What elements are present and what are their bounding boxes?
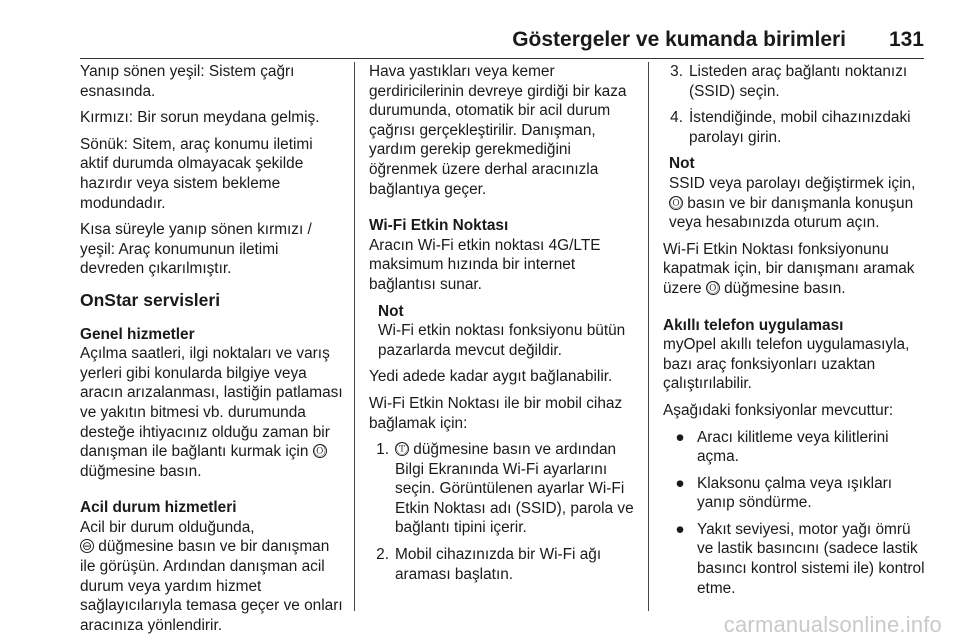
list-item: ● Klaksonu çalma veya ışıkları yanıp söndürme. (663, 474, 931, 513)
steps-list (369, 440, 635, 584)
paragraph: Acil bir durum olduğunda, ⊖ düğmesine basın ve bir danışman ile görüşün. Ardından danışman acil durum veya yardım hizmet sağlayıcılarıyla temasa geçer ve onları aracınıza yönlendirir. (80, 518, 343, 634)
onstar-button-icon: Ⓞ (706, 280, 719, 295)
subsection-heading: Akıllı telefon uygulaması (663, 316, 844, 334)
paragraph: Sönük: Sitem, araç konumu iletimi aktif durumda olmayacak şekilde hazırdır veya sistem bekleme modundadır. (80, 135, 313, 212)
steps-list (663, 62, 931, 147)
subsection-heading: Genel hizmetler (80, 325, 195, 343)
bullet-icon: ● (675, 428, 685, 446)
chapter-title: Göstergeler ve kumanda birimleri (512, 28, 846, 51)
service-button-icon: Ⓣ (396, 442, 409, 457)
note-text: SSID veya parolayı değiştirmek için, Ⓞ basın ve bir danışmanla konuşun veya hesabınızda oturum açın. (669, 174, 916, 232)
note-title: Not (669, 155, 695, 173)
column-divider (354, 62, 355, 611)
header-divider (80, 58, 924, 59)
bullet-icon: ● (675, 474, 685, 492)
column-2 (369, 62, 635, 591)
list-item: 4. İstendiğinde, mobil cihazınızdaki parolayı girin. (670, 109, 911, 146)
paragraph: Aracın Wi-Fi etkin noktası 4G/LTE maksimum hızında bir internet bağlantısı sunar. (369, 236, 601, 293)
list-item: ● Aracı kilitleme veya kilitlerini açma. (663, 428, 931, 467)
note-text: Wi-Fi etkin noktası fonksiyonu bütün pazarlarda mevcut değildir. (378, 322, 626, 359)
column-divider (648, 62, 649, 611)
paragraph: Wi-Fi Etkin Noktası ile bir mobil cihaz bağlamak için: (369, 394, 623, 432)
note-box (669, 154, 931, 232)
column-1 (80, 62, 344, 642)
bullet-list (663, 428, 931, 599)
list-item: ● Yakıt seviyesi, motor yağı ömrü ve lastik basıncını (sadece lastik basıncı kontrol sistemi ile) kontrol etme. (663, 520, 931, 598)
paragraph: Aşağıdaki fonksiyonlar mevcuttur: (663, 401, 894, 419)
page-header (80, 24, 924, 58)
paragraph: myOpel akıllı telefon uygulamasıyla, bazı araç fonksiyonları uzaktan çalıştırılabilir. (663, 336, 910, 393)
paragraph: Açılma saatleri, ilgi noktaları ve varış yerleri gibi konularda bilgiye veya aracın arızalanması, lastiğin patlaması ve yakıtın bitmesi vb. durumunda desteğe ihtiyacınız olduğu zaman bir danışman ile bağlantı kurmak için Ⓞ düğmesine basın. (80, 345, 343, 480)
subsection-heading: Wi-Fi Etkin Noktası (369, 217, 509, 235)
note-box (378, 302, 635, 361)
list-item: 1. Ⓣ düğmesine basın ve ardından Bilgi Ekranında Wi-Fi ayarlarını seçin. Görüntülenen ayarlar Wi-Fi Etkin Noktası adı (SSID), parola ve bağlantı tipini içerir. (376, 441, 634, 537)
watermark: carmanualsonline.info (723, 612, 942, 637)
section-heading: OnStar servisleri (80, 289, 221, 310)
column-3 (663, 62, 931, 605)
paragraph: Yanıp sönen yeşil: Sistem çağrı esnasında. (80, 63, 295, 100)
sos-button-icon: ⊖ (81, 539, 93, 554)
page-number: 131 (888, 28, 924, 51)
onstar-button-icon: Ⓞ (313, 444, 326, 459)
paragraph: Hava yastıkları veya kemer gerdiricilerinin devreye girdiği bir kaza durumunda, otomatik bir acil durum çağrısı gerçekleştirilir. Danışman, yardım gerekip gerekmediğini öğrenmek üzere derhal aracınızla bağlantıya geçer. (369, 63, 627, 198)
bullet-icon: ● (675, 520, 685, 538)
paragraph: Kısa süreyle yanıp sönen kırmızı / yeşil: Araç konumunun iletimi devreden çıkarılmıştır. (80, 221, 312, 278)
list-item: 2. Mobil cihazınızda bir Wi-Fi ağı araması başlatın. (376, 546, 602, 583)
paragraph: Kırmızı: Bir sorun meydana gelmiş. (80, 109, 320, 127)
list-item: 3. Listeden araç bağlantı noktanızı (SSID) seçin. (670, 63, 908, 100)
paragraph: Wi-Fi Etkin Noktası fonksiyonunu kapatmak için, bir danışmanı aramak üzere Ⓞ düğmesine basın. (663, 240, 915, 297)
note-title: Not (378, 302, 404, 320)
paragraph: Yedi adede kadar aygıt bağlanabilir. (369, 368, 613, 386)
subsection-heading: Acil durum hizmetleri (80, 499, 237, 517)
onstar-button-icon: Ⓞ (670, 195, 683, 210)
